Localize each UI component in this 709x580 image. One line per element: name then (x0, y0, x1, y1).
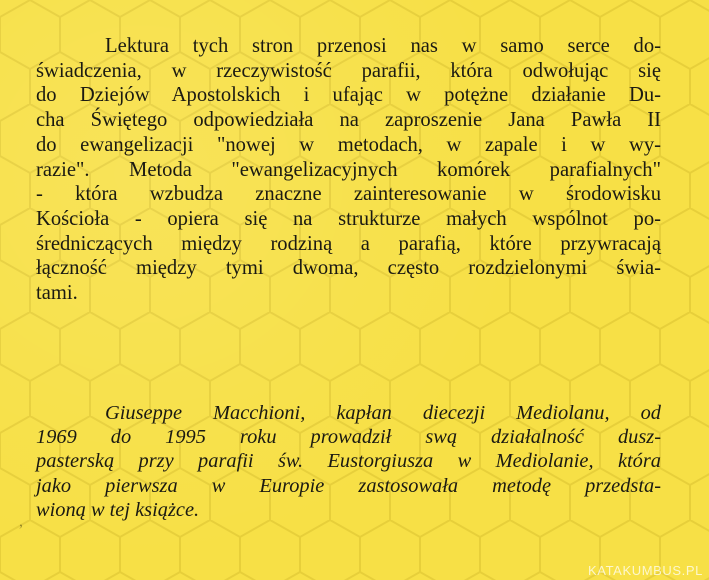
text-line: Kościoła - opiera się na strukturze małych wspólnot po- (36, 207, 661, 230)
text-line: - która wzbudza znaczne zainteresowanie w środowisku (36, 183, 661, 206)
text-line: pasterską przy parafii św. Eustorgiusza w Mediolanie, która (36, 450, 661, 473)
text-line: Lektura tych stron przenosi nas w samo serce do- (105, 35, 661, 57)
text-line: Giuseppe Macchioni, kapłan diecezji Mediolanu, od (105, 402, 661, 424)
text-line: jako pierwsza w Europie zastosowała metodę przedsta- (36, 474, 661, 497)
watermark-text: KATAKUMBUS.PL (588, 563, 703, 578)
text-line: 1969 do 1995 roku prowadził swą działalność dusz- (36, 426, 661, 449)
text-line: świadczenia, w rzeczywistość parafii, która odwołując się (36, 59, 661, 82)
text-line: tami. (36, 282, 78, 305)
text-line: łączność między tymi dwoma, często rozdzielonymi świa- (36, 257, 661, 280)
text-line: średniczących między rodziną a parafią, które przywracają (36, 232, 661, 255)
text-line: wioną w tej książce. (36, 498, 200, 521)
intro-paragraph (36, 34, 661, 306)
print-speck-mark: , (19, 513, 23, 530)
text-line: cha Świętego odpowiedziała na zaproszenie Jana Pawła II (36, 109, 661, 132)
text-line: do Dziejów Apostolskich i ufając w potężne działanie Du- (36, 84, 661, 107)
text-line: razie". Metoda "ewangelizacyjnych komórek parafialnych" (36, 158, 661, 181)
text-line: do ewangelizacji "nowej w metodach, w zapale i w wy- (36, 133, 661, 156)
author-bio-paragraph (36, 401, 661, 522)
